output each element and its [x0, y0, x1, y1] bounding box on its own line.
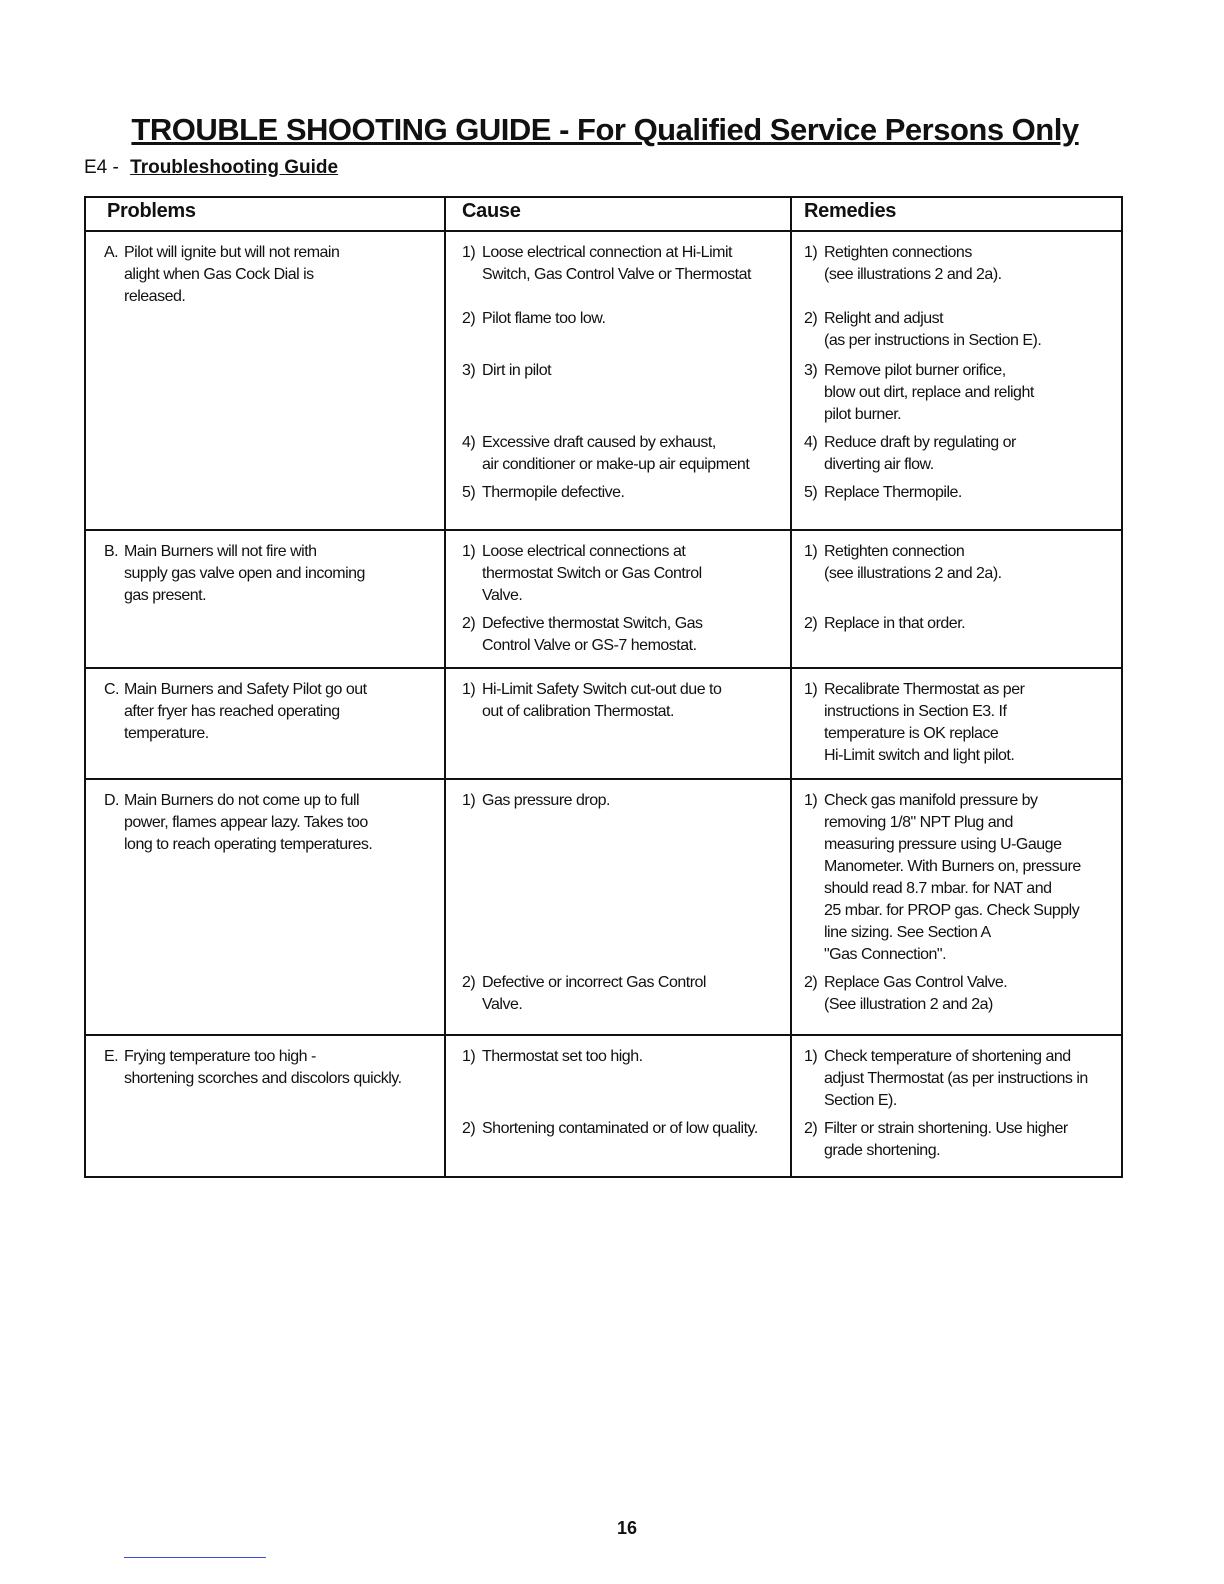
cause-text: Defective thermostat Switch, Gas Control Valve or GS-7 hemostat. — [482, 615, 703, 654]
problem-text: Frying temperature too high - shortening scorches and discolors quickly. — [124, 1048, 402, 1087]
remedy-text: Replace in that order. — [824, 615, 966, 632]
remedy-label: 2) — [804, 615, 818, 632]
problem-cell — [85, 668, 445, 779]
remedy-label: 1) — [804, 244, 818, 261]
cause-cell — [445, 668, 791, 779]
cause-entry — [462, 432, 780, 476]
column-header-cause: Cause — [445, 197, 791, 231]
table-row — [85, 530, 1122, 668]
remedy-entry — [804, 972, 1111, 1016]
cause-text: Defective or incorrect Gas Control Valve. — [482, 974, 706, 1013]
cause-label: 1) — [462, 543, 476, 560]
remedy-label: 1) — [804, 1048, 818, 1065]
column-header-remedies: Remedies — [791, 197, 1122, 231]
cause-entry — [462, 242, 780, 286]
cause-label: 1) — [462, 1048, 476, 1065]
cause-entry — [462, 308, 780, 352]
table-row — [85, 231, 1122, 530]
remedy-text: Filter or strain shortening. Use higher grade shortening. — [824, 1120, 1068, 1159]
problem-cell — [85, 1035, 445, 1177]
table-row — [85, 779, 1122, 1035]
cause-entry — [462, 790, 780, 966]
remedy-entry — [804, 679, 1111, 767]
table-row — [85, 668, 1122, 779]
remedy-entry — [804, 790, 1111, 966]
remedy-label: 2) — [804, 310, 818, 327]
remedy-text: Reduce draft by regulating or diverting air flow. — [824, 434, 1016, 473]
cause-cell — [445, 231, 791, 530]
remedy-label: 2) — [804, 1120, 818, 1137]
remedy-label: 1) — [804, 543, 818, 560]
remedy-label: 1) — [804, 792, 818, 809]
problem-entry — [104, 242, 434, 308]
cause-entry — [462, 1046, 780, 1112]
section-heading — [84, 157, 338, 179]
problem-text: Main Burners will not fire with supply gas valve open and incoming gas present. — [124, 543, 365, 604]
cause-entry — [462, 541, 780, 607]
cause-cell — [445, 779, 791, 1035]
cause-text: Gas pressure drop. — [482, 792, 610, 809]
problem-entry — [104, 679, 434, 745]
remedy-entry — [804, 242, 1111, 286]
cause-entry — [462, 482, 780, 504]
remedy-label: 5) — [804, 484, 818, 501]
cause-label: 3) — [462, 362, 476, 379]
section-code: E4 - — [84, 157, 119, 178]
problem-cell — [85, 530, 445, 668]
cause-label: 4) — [462, 434, 476, 451]
problem-text: Main Burners and Safety Pilot go out after fryer has reached operating temperature. — [124, 681, 367, 742]
remedy-entry — [804, 432, 1111, 476]
remedy-text: Replace Gas Control Valve. (See illustration 2 and 2a) — [824, 974, 1008, 1013]
cause-label: 2) — [462, 615, 476, 632]
remedy-cell — [791, 779, 1122, 1035]
cause-label: 1) — [462, 681, 476, 698]
cause-text: Dirt in pilot — [482, 362, 552, 379]
cause-cell — [445, 530, 791, 668]
remedy-entry — [804, 482, 1111, 504]
problem-label: D. — [104, 792, 119, 809]
remedy-text: Retighten connections (see illustrations 2 and 2a). — [824, 244, 1002, 283]
problem-label: E. — [104, 1048, 119, 1065]
cause-label: 5) — [462, 484, 476, 501]
cause-text: Thermostat set too high. — [482, 1048, 643, 1065]
page-title: TROUBLE SHOOTING GUIDE - For Qualified Service Persons Only — [131, 112, 1079, 147]
problem-cell — [85, 231, 445, 530]
problem-entry — [104, 790, 434, 856]
problem-text: Pilot will ignite but will not remain alight when Gas Cock Dial is released. — [124, 244, 340, 305]
cause-label: 1) — [462, 244, 476, 261]
cause-entry — [462, 679, 780, 767]
cause-label: 1) — [462, 792, 476, 809]
cause-label: 2) — [462, 1120, 476, 1137]
remedy-text: Recalibrate Thermostat as per instructions in Section E3. If temperature is OK replace Hi-Limit switch and light pilot. — [824, 681, 1025, 764]
cause-entry — [462, 972, 780, 1016]
remedy-text: Relight and adjust (as per instructions in Section E). — [824, 310, 1042, 349]
cause-text: Loose electrical connection at Hi-Limit Switch, Gas Control Valve or Thermostat — [482, 244, 751, 283]
remedy-entry — [804, 613, 1111, 657]
problem-cell — [85, 779, 445, 1035]
remedy-text: Check temperature of shortening and adjust Thermostat (as per instructions in Section E). — [824, 1048, 1088, 1109]
remedy-text: Retighten connection (see illustrations 2 and 2a). — [824, 543, 1002, 582]
problem-text: Main Burners do not come up to full power, flames appear lazy. Takes too long to reach operating temperatures. — [124, 792, 373, 853]
remedy-label: 4) — [804, 434, 818, 451]
cause-entry — [462, 360, 780, 426]
remedy-entry — [804, 1118, 1111, 1162]
remedy-label: 2) — [804, 974, 818, 991]
problem-entry — [104, 1046, 434, 1090]
cause-text: Pilot flame too low. — [482, 310, 606, 327]
page-number: 16 — [616, 1518, 638, 1538]
cause-text: Hi-Limit Safety Switch cut-out due to out of calibration Thermostat. — [482, 681, 722, 720]
section-title: Troubleshooting Guide — [130, 157, 339, 178]
remedy-entry — [804, 1046, 1111, 1112]
cause-text: Excessive draft caused by exhaust, air conditioner or make-up air equipment — [482, 434, 750, 473]
remedy-entry — [804, 308, 1111, 352]
remedy-cell — [791, 668, 1122, 779]
cause-label: 2) — [462, 974, 476, 991]
table-row — [85, 1035, 1122, 1177]
problem-entry — [104, 541, 434, 607]
troubleshooting-table — [84, 196, 1123, 1178]
footer-divider — [124, 1557, 266, 1558]
remedy-cell — [791, 530, 1122, 668]
remedy-cell — [791, 1035, 1122, 1177]
cause-cell — [445, 1035, 791, 1177]
cause-text: Loose electrical connections at thermostat Switch or Gas Control Valve. — [482, 543, 702, 604]
cause-entry — [462, 613, 780, 657]
remedy-text: Check gas manifold pressure by removing 1/8" NPT Plug and measuring pressure using U-Gauge Manometer. With Burners on, pressure should read 8.7 mbar. for NAT and 25 mbar. for PROP gas. Check Supply line sizing. See Section A "Gas Connection". — [824, 792, 1081, 963]
column-header-problems: Problems — [85, 197, 445, 231]
problem-label: C. — [104, 681, 119, 698]
remedy-text: Replace Thermopile. — [824, 484, 962, 501]
problem-label: B. — [104, 543, 119, 560]
cause-text: Shortening contaminated or of low quality. — [482, 1120, 758, 1137]
remedy-label: 1) — [804, 681, 818, 698]
cause-label: 2) — [462, 310, 476, 327]
remedy-label: 3) — [804, 362, 818, 379]
remedy-entry — [804, 541, 1111, 607]
cause-text: Thermopile defective. — [482, 484, 625, 501]
remedy-cell — [791, 231, 1122, 530]
table-body — [85, 231, 1122, 1177]
problem-label: A. — [104, 244, 119, 261]
table-header-row — [85, 197, 1122, 231]
remedy-text: Remove pilot burner orifice, blow out dirt, replace and relight pilot burner. — [824, 362, 1034, 423]
cause-entry — [462, 1118, 780, 1162]
remedy-entry — [804, 360, 1111, 426]
